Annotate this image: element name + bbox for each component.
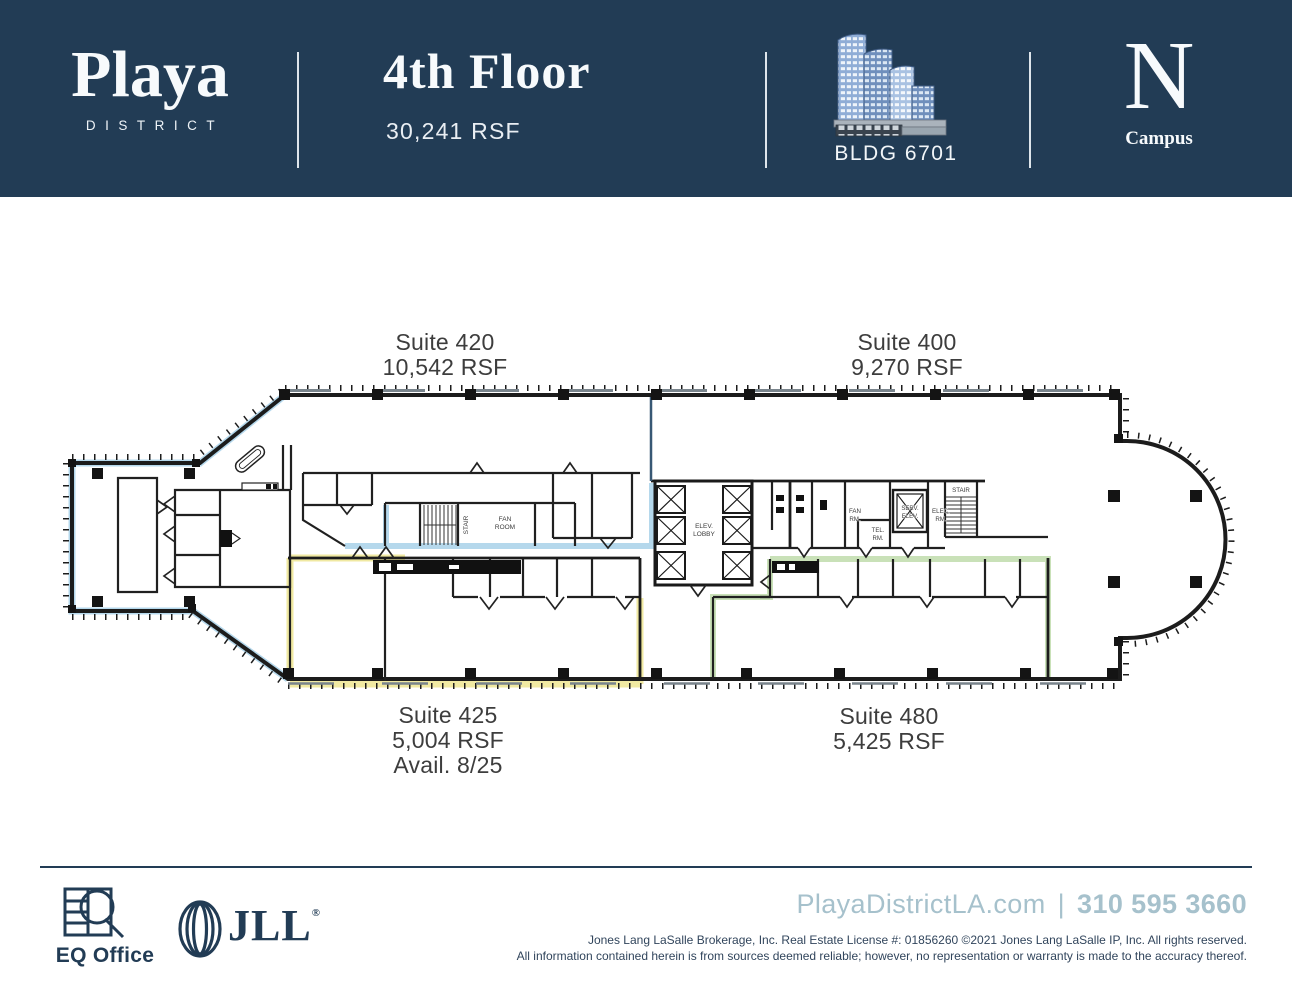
suite-480-rsf: 5,425 RSF bbox=[833, 728, 945, 754]
exterior-wall bbox=[72, 395, 1225, 679]
suite-400-label bbox=[851, 330, 963, 380]
suite-480-name: Suite 480 bbox=[839, 703, 939, 729]
stair-left-hatch bbox=[424, 505, 456, 545]
legal-disclaimer bbox=[517, 933, 1247, 964]
suite-425-highlight bbox=[290, 558, 640, 684]
floor-title: 4th Floor bbox=[383, 43, 591, 99]
campus-label: Campus bbox=[1125, 128, 1193, 149]
suite-400-rsf: 9,270 RSF bbox=[851, 354, 963, 380]
jll-registered-mark: ® bbox=[311, 907, 320, 919]
room-label-fan-rm-1: FAN bbox=[848, 508, 862, 515]
room-label-fan-room-2: ROOM bbox=[494, 524, 516, 531]
restroom-fixtures bbox=[776, 495, 827, 513]
eq-office-label: EQ Office bbox=[55, 944, 155, 967]
suite-480-highlight bbox=[713, 559, 1048, 681]
legal-line-2: All information contained herein is from sources deemed reliable; however, no representation or warranty is made to the accuracy thereof. bbox=[516, 948, 1247, 963]
phone-number[interactable]: 310 595 3660 bbox=[1077, 889, 1247, 919]
stair-right-hatch bbox=[946, 497, 976, 533]
room-label-serv-elev-2: ELEV. bbox=[901, 514, 919, 520]
room-label-elec-rm-2: RM. bbox=[935, 516, 947, 523]
suite-425-avail: Avail. 8/25 bbox=[393, 752, 503, 778]
campus-letter: N bbox=[1123, 22, 1195, 130]
floor-rsf: 30,241 RSF bbox=[386, 118, 521, 144]
room-label-stair-right: STAIR bbox=[952, 487, 970, 494]
suite-400-name: Suite 400 bbox=[857, 329, 957, 355]
building-label: BLDG 6701 bbox=[834, 142, 958, 165]
suite-420-rsf: 10,542 RSF bbox=[382, 354, 508, 380]
eq-office-logo-icon bbox=[62, 886, 128, 948]
contact-line bbox=[796, 889, 1247, 920]
room-label-serv-elev-1: SERV. bbox=[901, 506, 919, 512]
brand-subtitle: DISTRICT bbox=[85, 118, 225, 133]
room-label-tel-rm-1: TEL. bbox=[871, 528, 885, 534]
suite-420-highlight-inner bbox=[345, 483, 652, 546]
contact-separator: | bbox=[1057, 889, 1066, 919]
room-label-elec-rm-1: ELEC. bbox=[932, 508, 950, 515]
room-label-fan-room-1: FAN bbox=[498, 516, 512, 523]
suite-480-label bbox=[833, 704, 945, 754]
legal-line-1: Jones Lang LaSalle Brokerage, Inc. Real Estate License #: 01856260 ©2021 Jones Lang LaSalle IP, Inc. All rights reserved. bbox=[587, 933, 1247, 947]
jll-text: JLL bbox=[228, 901, 312, 950]
room-label-elev-lobby-2: LOBBY bbox=[693, 531, 715, 538]
website-link[interactable]: PlayaDistrictLA.com bbox=[796, 889, 1046, 919]
suite-420-highlight bbox=[72, 395, 288, 679]
room-label-tel-rm-2: RM. bbox=[872, 536, 884, 542]
room-label-stair-left: STAIR bbox=[463, 515, 470, 535]
footer-rule bbox=[40, 866, 1252, 868]
jll-wordmark bbox=[228, 900, 320, 951]
jll-logo-icon bbox=[176, 900, 224, 958]
room-label-fan-rm-2: RM. bbox=[849, 516, 861, 523]
suite-420-name: Suite 420 bbox=[395, 329, 495, 355]
suite-420-label bbox=[383, 330, 508, 380]
suite-425-label bbox=[392, 703, 504, 778]
brand-name: Playa bbox=[71, 38, 229, 111]
suite-425-name: Suite 425 bbox=[398, 702, 498, 728]
suite-425-rsf: 5,004 RSF bbox=[392, 727, 504, 753]
room-label-elev-lobby-1: ELEV. bbox=[695, 523, 713, 530]
